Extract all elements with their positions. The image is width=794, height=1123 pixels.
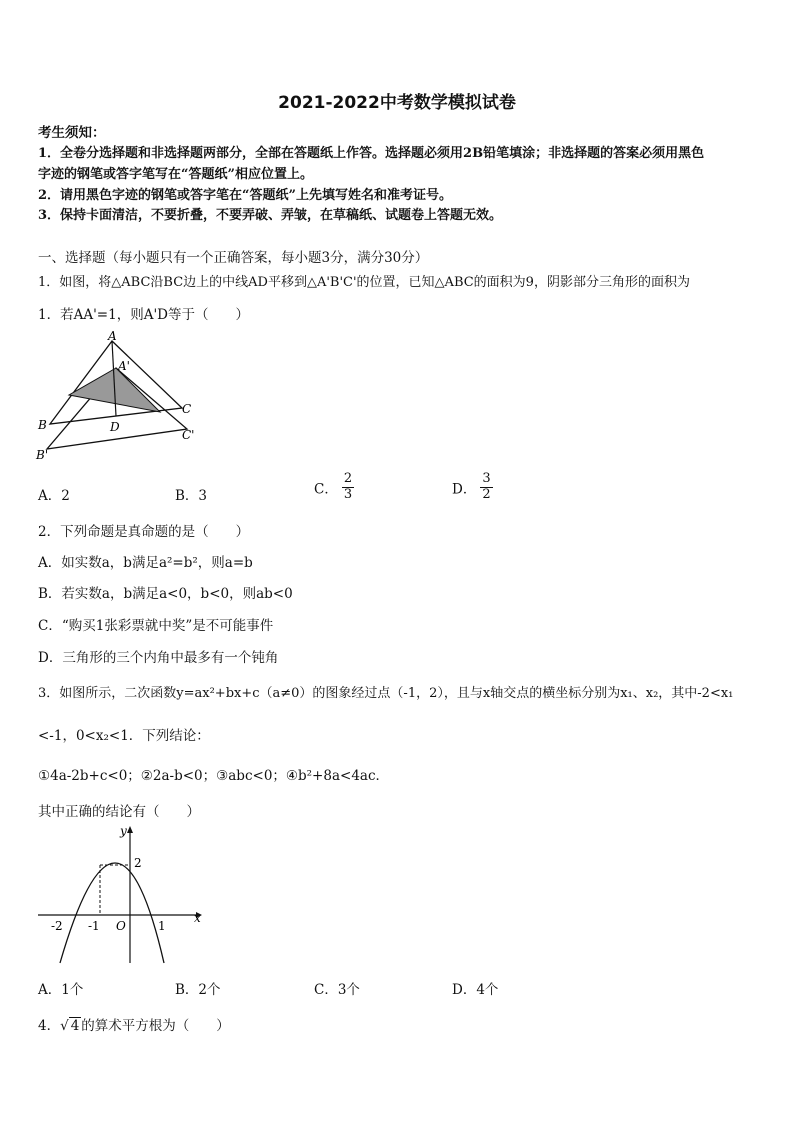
q2-option-d[interactable]: D．三角形的三个内角中最多有一个钝角	[38, 650, 279, 666]
q3-option-b[interactable]: B．2个	[175, 982, 221, 998]
label-c: C	[182, 402, 192, 416]
q1-option-c[interactable]	[314, 472, 354, 503]
q1-stem-2: 1．若AA'=1，则A'D等于（ ）	[38, 307, 249, 323]
page-title: 2021-2022中考数学模拟试卷	[278, 93, 516, 113]
q2-option-b[interactable]: B．若实数a，b满足a<0，b<0，则ab<0	[38, 586, 293, 602]
q1-triangle-figure	[32, 328, 207, 468]
q1-option-c-label: C．	[314, 481, 338, 498]
q1-option-a[interactable]: A．2	[38, 488, 70, 504]
label-b-prime: B'	[36, 448, 49, 462]
label-a-prime: A'	[118, 359, 130, 373]
q1-option-d[interactable]	[452, 472, 493, 503]
q2-option-a[interactable]: A．如实数a，b满足a²=b²，则a=b	[38, 555, 253, 571]
label-two: 2	[134, 856, 142, 870]
notice-line-2: 2．请用黑色字迹的钢笔或答字笔在“答题纸”上先填写姓名和准考证号。	[38, 188, 453, 203]
q2-stem: 2．下列命题是真命题的是（ ）	[38, 524, 250, 540]
q3-option-d[interactable]: D．4个	[452, 982, 499, 998]
q3-stem-2: <-1，0<x₂<1．下列结论：	[38, 728, 210, 744]
q1-option-b[interactable]: B．3	[175, 488, 208, 504]
q3-ask: 其中正确的结论有（ ）	[38, 804, 200, 820]
label-minus-two: -2	[51, 919, 63, 933]
label-d: D	[110, 420, 120, 434]
label-one: 1	[158, 919, 166, 933]
label-c-prime: C'	[182, 428, 195, 442]
label-a: A	[108, 329, 117, 343]
q1-option-d-label: D．	[452, 481, 477, 498]
sqrt-expression	[60, 1017, 81, 1034]
radical-sign-icon: √	[60, 1018, 69, 1034]
notice-heading: 考生须知：	[38, 125, 106, 141]
q1-d-numerator: 3	[482, 471, 491, 486]
q3-parabola-graph	[36, 823, 211, 965]
label-x: x	[194, 911, 201, 925]
q1-c-numerator: 2	[343, 471, 353, 486]
q1-d-denominator: 2	[482, 486, 491, 502]
q1-stem: 1．如图，将△ABC沿BC边上的中线AD平移到△A'B'C'的位置，已知△ABC的面积为9，阴影部分三角形的面积为	[38, 275, 690, 290]
q1-c-denominator: 3	[343, 486, 353, 502]
q4-stem	[38, 1014, 230, 1034]
q4-stem-rest: 的算术平方根为（ ）	[81, 1018, 230, 1034]
y-axis-arrow-icon	[127, 826, 133, 833]
q4-number: 4．	[38, 1018, 61, 1034]
label-b: B	[38, 418, 47, 432]
q3-option-c[interactable]: C．3个	[314, 982, 360, 998]
q2-option-c[interactable]: C．“购买1张彩票就中奖”是不可能事件	[38, 618, 274, 634]
label-origin: O	[116, 919, 126, 933]
label-minus-one: -1	[88, 919, 100, 933]
notice-line-1: 1．全卷分选择题和非选择题两部分，全部在答题纸上作答。选择题必须用2B铅笔填涂；非选择题的答案必须用黑色	[38, 146, 705, 161]
q3-option-a[interactable]: A．1个	[38, 982, 84, 998]
q4-radicand: 4	[70, 1018, 80, 1034]
label-y: y	[120, 824, 127, 838]
notice-line-1b: 字迹的钢笔或答字笔写在“答题纸”相应位置上。	[38, 167, 313, 182]
section-heading: 一、选择题（每小题只有一个正确答案，每小题3分，满分30分）	[38, 250, 429, 266]
parabola-curve	[60, 863, 164, 963]
q3-conclusions: ①4a-2b+c<0；②2a-b<0；③abc<0；④b²+8a<4ac．	[38, 768, 390, 784]
notice-line-3: 3．保持卡面清洁，不要折叠，不要弄破、弄皱，在草稿纸、试题卷上答题无效。	[38, 208, 503, 223]
q3-stem: 3．如图所示，二次函数y=ax²+bx+c（a≠0）的图象经过点（-1，2），且与x轴交点的横坐标分别为x₁、x₂，其中-2<x₁	[38, 686, 734, 701]
